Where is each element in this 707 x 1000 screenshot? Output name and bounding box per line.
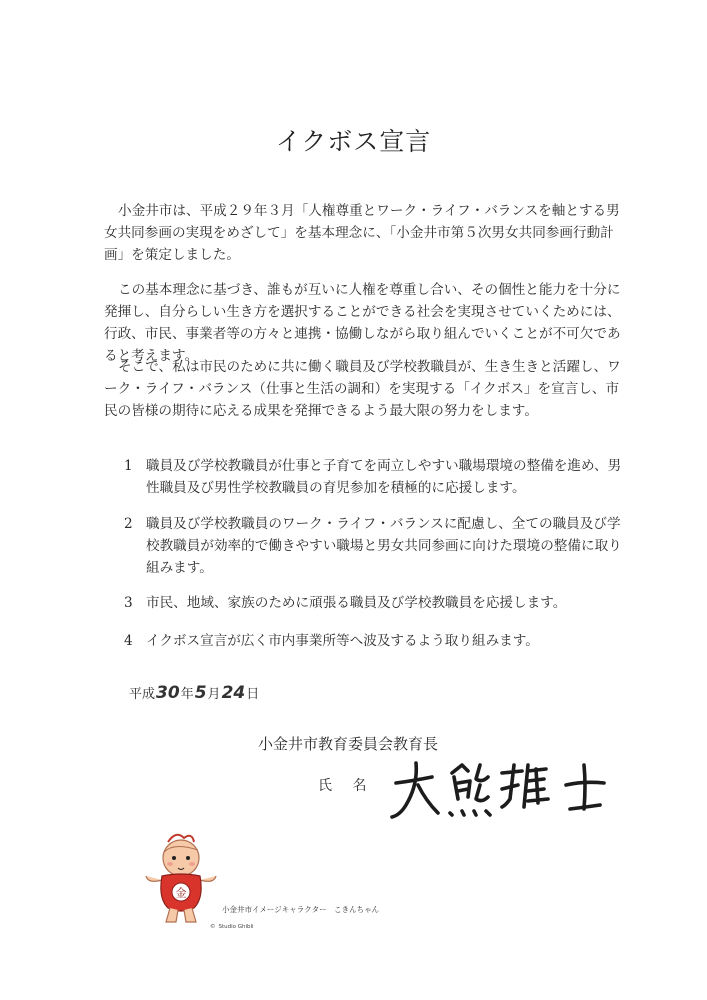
intro-paragraph: 小金井市は、平成２９年３月「人権尊重とワーク・ライフ・バランスを軸とする男女共同参画の実現をめざして」を基本理念に、「小金井市第５次男女共同参画行動計画」を策定しました。 bbox=[104, 203, 620, 263]
mascot-caption: 小金井市イメージキャラクター こきんちゃん bbox=[222, 905, 380, 914]
handwritten-signature bbox=[388, 755, 618, 825]
name-label: 氏 名 bbox=[318, 778, 375, 794]
date-month-unit: 月 bbox=[207, 687, 221, 702]
item-number: 3 bbox=[124, 595, 133, 611]
principle-paragraph: この基本理念に基づき、誰もが互いに人権を尊重し合い、その個性と能力を十分に発揮し、自分らしい生き方を選択することができる社会を実現させていくためには、行政、市民、事業者等の方々と連携・協働しながら取り組んでいくことが不可欠であると考えます。 bbox=[104, 282, 621, 364]
declaration-item bbox=[124, 513, 624, 579]
item-text: イクボス宣言が広く市内事業所等へ波及するよう取り組みます。 bbox=[146, 633, 539, 649]
date-year-unit: 年 bbox=[180, 687, 194, 702]
declaration-paragraph: そこで、私は市民のために共に働く職員及び学校教職員が、生き生きと活躍し、ワーク・ライフ・バランス（仕事と生活の調和）を実現する「イクボス」を宣言し、市民の皆様の期待に応える成果を発揮できるよう最大限の努力をします。 bbox=[104, 359, 621, 419]
item-number: 1 bbox=[124, 458, 133, 474]
declaration-item bbox=[124, 455, 624, 499]
date-month: 5 bbox=[194, 683, 207, 703]
item-text: 職員及び学校教職員が仕事と子育てを両立しやすい職場環境の整備を進め、男性職員及び男性学校教職員の育児参加を積極的に応援します。 bbox=[146, 458, 622, 496]
declaration-date bbox=[129, 682, 259, 706]
date-year: 30 bbox=[156, 683, 180, 703]
copyright-text: Studio Ghibli bbox=[218, 924, 254, 930]
mascot-badge-text: 金 bbox=[175, 886, 187, 900]
item-number: 4 bbox=[124, 633, 133, 649]
item-text: 職員及び学校教職員のワーク・ライフ・バランスに配慮し、全ての職員及び学校教職員が効率的で働きやすい職場と男女共同参画に向けた環境の整備に取り組みます。 bbox=[146, 516, 622, 576]
signatory-organization: 小金井市教育委員会教育長 bbox=[258, 735, 439, 753]
date-day-unit: 日 bbox=[246, 687, 260, 702]
kokinchan-mascot-image bbox=[140, 828, 222, 928]
copyright-symbol: © bbox=[210, 924, 216, 930]
item-text: 市民、地域、家族のために頑張る職員及び学校教職員を応援します。 bbox=[146, 595, 567, 611]
declaration-item bbox=[124, 592, 624, 614]
item-number: 2 bbox=[124, 516, 133, 532]
date-day: 24 bbox=[221, 683, 246, 703]
document-title: イクボス宣言 bbox=[275, 127, 432, 156]
declaration-item bbox=[124, 630, 624, 652]
date-era: 平成 bbox=[129, 687, 156, 702]
mascot-copyright bbox=[207, 924, 254, 930]
